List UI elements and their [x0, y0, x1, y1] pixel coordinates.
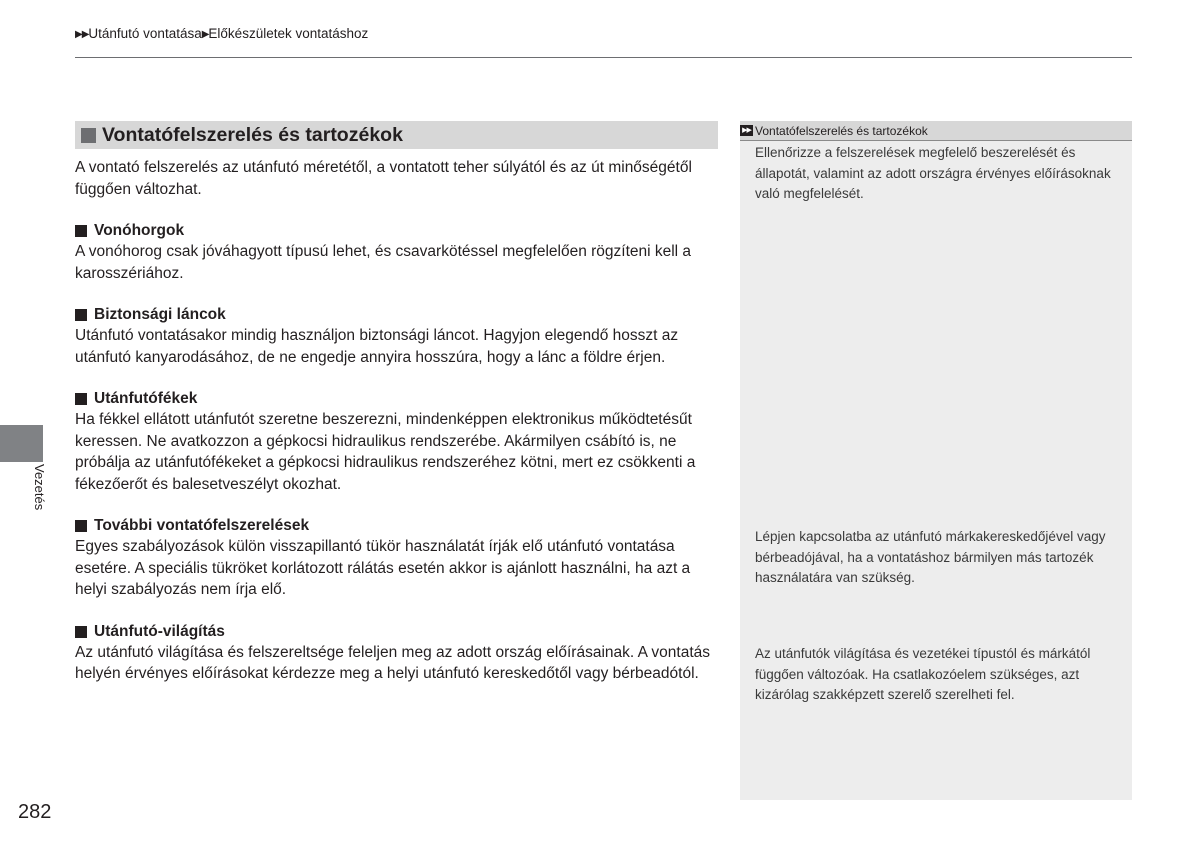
sidebar-note: Az utánfutók világítása és vezetékei típustól és márkától függően változóak. Ha csatlakozóelem szükséges, azt kizárólag szakképzett szerelő szerelheti fel.: [755, 646, 1091, 702]
main-column: [75, 121, 718, 685]
subsection-trailer-brakes: [75, 389, 718, 495]
bullet-square-icon: [75, 225, 87, 237]
section-title: Vontatófelszerelés és tartozékok: [102, 123, 403, 146]
section-intro: A vontató felszerelés az utánfutó méretétől, a vontatott teher súlyától és az út minőségétől függően változhat.: [75, 159, 692, 198]
breadcrumb-item-towing[interactable]: Utánfutó vontatása: [88, 26, 202, 41]
sidebar-notes-panel: [740, 121, 1132, 800]
subsection-text: Az utánfutó világítása és felszereltsége feleljen meg az adott ország előírásainak. A vontatás helyén érvényes előírásokat kérdezze meg a helyi utánfutó kereskedőtől vagy bérbeadótól.: [75, 643, 711, 682]
breadcrumb-item-preparation[interactable]: Előkészületek vontatáshoz: [208, 26, 369, 41]
subsection-text: Egyes szabályozások külön visszapillantó tükör használatát írják elő utánfutó vontatása esetére. A speciális tükröket korlátozott rálátás esetén akkor is ajánlott használni, ha azt a helyi szabályozás nem írja elő.: [75, 538, 691, 598]
page-number: 282: [18, 801, 52, 823]
bullet-square-icon: [75, 393, 87, 405]
subsection-title: Vonóhorgok: [94, 222, 185, 239]
sidebar-title: Vontatófelszerelés és tartozékok: [755, 123, 928, 138]
square-icon: [81, 128, 96, 143]
sidebar-heading: [740, 121, 1132, 141]
sidebar-note: Lépjen kapcsolatba az utánfutó márkakereskedőjével vagy bérbeadójával, ha a vontatáshoz bármilyen más tartozék használatára van szükség.: [755, 529, 1106, 585]
subsection-title: Utánfutófékek: [94, 390, 198, 407]
double-arrow-icon: ▶▶: [740, 125, 753, 136]
subsection-trailer-lighting: [75, 622, 718, 685]
header-divider: [75, 57, 1132, 58]
bullet-square-icon: [75, 626, 87, 638]
subsection-text: Utánfutó vontatásakor mindig használjon biztonsági láncot. Hagyjon elegendő hosszt az utánfutó kanyarodásához, de ne engedje annyira hosszúra, hogy a lánc a földre érjen.: [75, 327, 679, 366]
chapter-tab: [0, 425, 43, 462]
section-heading: [75, 121, 718, 149]
subsection-text: A vonóhorog csak jóváhagyott típusú lehet, és csavarkötéssel megfelelően rögzíteni kell a karosszériához.: [75, 243, 692, 282]
bullet-square-icon: [75, 309, 87, 321]
chapter-tab-label: Vezetés: [32, 464, 47, 511]
subsection-tow-hooks: [75, 221, 718, 284]
subsection-title: Utánfutó-világítás: [94, 622, 225, 640]
double-arrow-icon: ▶▶: [75, 29, 89, 40]
subsection-text: Ha fékkel ellátott utánfutót szeretne beszerezni, mindenképpen elektronikus működtetésűt keressen. Ne avatkozzon a gépkocsi hidraulikus rendszerébe. Akármilyen csábító is, ne próbálja az utánfutófékeket a gépkocsi hidraulikus rendszeréhez kötni, mert ez csökkenti a fékezőerőt és balesetveszélyt okozhat.: [75, 411, 696, 493]
subsection-additional-equipment: [75, 516, 718, 601]
breadcrumb: [75, 26, 368, 41]
sidebar-note: Ellenőrizze a felszerelések megfelelő beszerelését és állapotát, valamint az adott országra érvényes előírásoknak való megfelelését.: [755, 145, 1111, 201]
subsection-title: További vontatófelszerelések: [94, 517, 310, 534]
subsection-title: Biztonsági láncok: [94, 306, 226, 323]
bullet-square-icon: [75, 520, 87, 532]
subsection-safety-chains: [75, 305, 718, 368]
arrow-icon: ▶: [201, 29, 209, 40]
